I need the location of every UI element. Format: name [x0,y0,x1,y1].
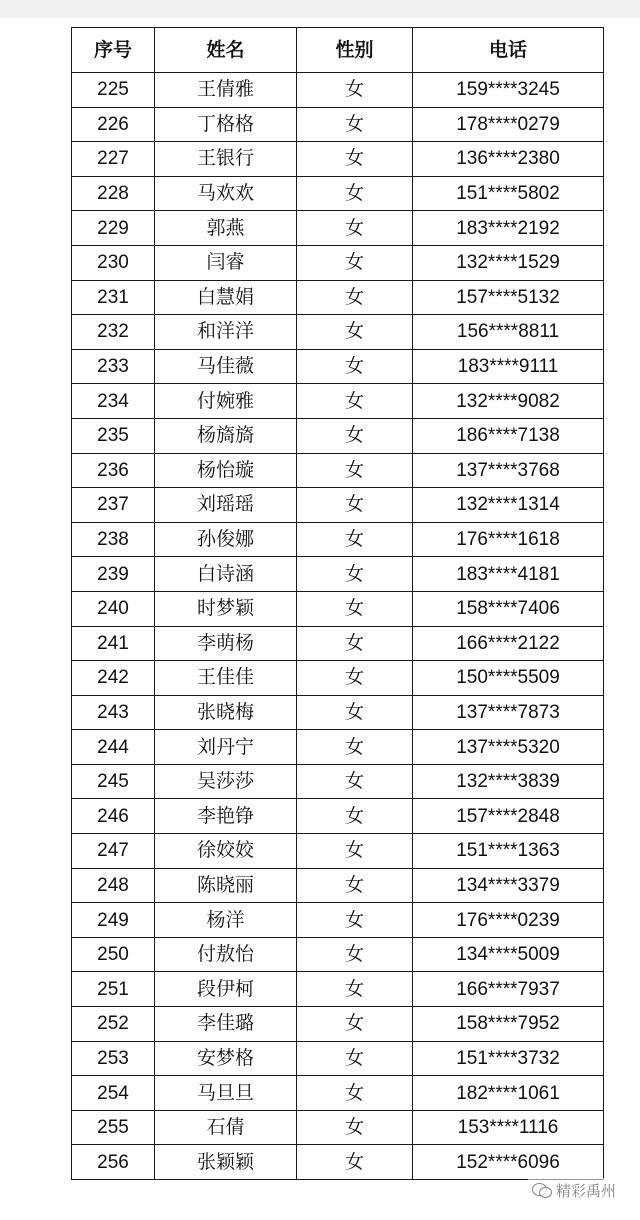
cell-gender: 女 [297,280,413,315]
cell-index: 228 [72,176,155,211]
cell-name: 付婉雅 [155,384,297,419]
cell-name: 马旦旦 [155,1076,297,1111]
cell-phone: 157****2848 [413,799,604,834]
cell-index: 243 [72,695,155,730]
cell-phone: 132****1314 [413,488,604,523]
cell-phone: 156****8811 [413,315,604,350]
cell-index: 240 [72,591,155,626]
cell-phone: 178****0279 [413,107,604,142]
cell-phone: 153****1116 [413,1110,604,1145]
table-row [72,522,604,557]
table-row [72,591,604,626]
table-row [72,868,604,903]
cell-phone: 166****7937 [413,972,604,1007]
cell-phone: 176****0239 [413,903,604,938]
cell-name: 徐姣姣 [155,834,297,869]
cell-phone: 151****5802 [413,176,604,211]
table-row [72,695,604,730]
cell-name: 李萌杨 [155,626,297,661]
cell-phone: 158****7406 [413,591,604,626]
table-row [72,107,604,142]
cell-phone: 151****1363 [413,834,604,869]
cell-gender: 女 [297,903,413,938]
cell-index: 226 [72,107,155,142]
cell-gender: 女 [297,211,413,246]
cell-gender: 女 [297,107,413,142]
cell-index: 245 [72,764,155,799]
cell-gender: 女 [297,1110,413,1145]
cell-phone: 151****3732 [413,1041,604,1076]
watermark [528,1178,620,1202]
table-row [72,211,604,246]
cell-gender: 女 [297,142,413,177]
cell-index: 233 [72,349,155,384]
table-row [72,1145,604,1180]
cell-index: 247 [72,834,155,869]
cell-phone: 137****7873 [413,695,604,730]
table-row [72,315,604,350]
cell-index: 252 [72,1007,155,1042]
cell-name: 孙俊娜 [155,522,297,557]
cell-gender: 女 [297,1041,413,1076]
table-row [72,1041,604,1076]
cell-name: 杨洋 [155,903,297,938]
cell-index: 231 [72,280,155,315]
cell-phone: 137****5320 [413,730,604,765]
cell-index: 250 [72,937,155,972]
cell-name: 郭燕 [155,211,297,246]
table-row [72,1007,604,1042]
cell-name: 马欢欢 [155,176,297,211]
cell-gender: 女 [297,349,413,384]
cell-name: 白诗涵 [155,557,297,592]
cell-phone: 158****7952 [413,1007,604,1042]
cell-name: 李艳铮 [155,799,297,834]
header-index: 序号 [72,28,155,73]
cell-index: 241 [72,626,155,661]
cell-index: 235 [72,418,155,453]
cell-index: 244 [72,730,155,765]
cell-name: 杨怡璇 [155,453,297,488]
cell-name: 时梦颖 [155,591,297,626]
table-row [72,453,604,488]
cell-gender: 女 [297,591,413,626]
cell-phone: 183****4181 [413,557,604,592]
cell-index: 236 [72,453,155,488]
cell-gender: 女 [297,661,413,696]
cell-name: 杨旖旖 [155,418,297,453]
cell-phone: 183****9111 [413,349,604,384]
cell-gender: 女 [297,245,413,280]
cell-gender: 女 [297,453,413,488]
cell-gender: 女 [297,868,413,903]
cell-gender: 女 [297,418,413,453]
wechat-icon [532,1181,552,1199]
cell-phone: 186****7138 [413,418,604,453]
cell-name: 张晓梅 [155,695,297,730]
cell-name: 李佳璐 [155,1007,297,1042]
cell-gender: 女 [297,799,413,834]
cell-phone: 134****3379 [413,868,604,903]
cell-phone: 136****2380 [413,142,604,177]
cell-index: 246 [72,799,155,834]
cell-gender: 女 [297,937,413,972]
table-row [72,1110,604,1145]
cell-gender: 女 [297,764,413,799]
cell-name: 段伊柯 [155,972,297,1007]
header-name: 姓名 [155,28,297,73]
cell-index: 227 [72,142,155,177]
cell-index: 256 [72,1145,155,1180]
cell-name: 陈晓丽 [155,868,297,903]
cell-gender: 女 [297,834,413,869]
cell-gender: 女 [297,1145,413,1180]
cell-phone: 150****5509 [413,661,604,696]
cell-index: 225 [72,73,155,108]
cell-phone: 134****5009 [413,937,604,972]
cell-index: 239 [72,557,155,592]
cell-gender: 女 [297,522,413,557]
header-gender: 性别 [297,28,413,73]
roster-table [71,27,604,1180]
cell-gender: 女 [297,695,413,730]
cell-index: 249 [72,903,155,938]
cell-name: 石倩 [155,1110,297,1145]
cell-index: 251 [72,972,155,1007]
cell-name: 王银行 [155,142,297,177]
table-row [72,280,604,315]
cell-index: 255 [72,1110,155,1145]
table-row [72,245,604,280]
cell-name: 刘瑶瑶 [155,488,297,523]
cell-index: 234 [72,384,155,419]
cell-index: 238 [72,522,155,557]
cell-index: 253 [72,1041,155,1076]
cell-phone: 176****1618 [413,522,604,557]
table-row [72,176,604,211]
cell-phone: 137****3768 [413,453,604,488]
cell-gender: 女 [297,1076,413,1111]
cell-index: 248 [72,868,155,903]
cell-name: 付敖怡 [155,937,297,972]
cell-gender: 女 [297,384,413,419]
cell-name: 王佳佳 [155,661,297,696]
cell-phone: 152****6096 [413,1145,604,1180]
cell-gender: 女 [297,730,413,765]
table-row [72,418,604,453]
cell-gender: 女 [297,315,413,350]
cell-gender: 女 [297,557,413,592]
cell-index: 254 [72,1076,155,1111]
cell-phone: 157****5132 [413,280,604,315]
cell-gender: 女 [297,1007,413,1042]
table-row [72,764,604,799]
cell-phone: 132****3839 [413,764,604,799]
cell-name: 闫睿 [155,245,297,280]
cell-name: 和洋洋 [155,315,297,350]
table-row [72,384,604,419]
cell-gender: 女 [297,972,413,1007]
table-row [72,626,604,661]
table-row [72,661,604,696]
table-row [72,73,604,108]
cell-name: 安梦格 [155,1041,297,1076]
cell-gender: 女 [297,626,413,661]
cell-gender: 女 [297,488,413,523]
table-header-row [72,28,604,73]
cell-gender: 女 [297,73,413,108]
table-row [72,903,604,938]
cell-phone: 166****2122 [413,626,604,661]
cell-name: 王倩雅 [155,73,297,108]
table-row [72,557,604,592]
table-body [72,73,604,1180]
table-row [72,142,604,177]
cell-phone: 159****3245 [413,73,604,108]
header-phone: 电话 [413,28,604,73]
table-row [72,972,604,1007]
cell-name: 刘丹宁 [155,730,297,765]
cell-index: 232 [72,315,155,350]
cell-name: 张颖颖 [155,1145,297,1180]
cell-index: 230 [72,245,155,280]
cell-name: 白慧娟 [155,280,297,315]
table-row [72,1076,604,1111]
table-row [72,834,604,869]
cell-name: 吴莎莎 [155,764,297,799]
cell-name: 丁格格 [155,107,297,142]
cell-index: 229 [72,211,155,246]
table-row [72,937,604,972]
cell-phone: 132****1529 [413,245,604,280]
cell-name: 马佳薇 [155,349,297,384]
cell-phone: 182****1061 [413,1076,604,1111]
watermark-text: 精彩禹州 [556,1181,617,1200]
table-row [72,488,604,523]
table-row [72,349,604,384]
table-row [72,730,604,765]
table-row [72,799,604,834]
cell-index: 242 [72,661,155,696]
cell-phone: 132****9082 [413,384,604,419]
cell-phone: 183****2192 [413,211,604,246]
cell-gender: 女 [297,176,413,211]
cell-index: 237 [72,488,155,523]
